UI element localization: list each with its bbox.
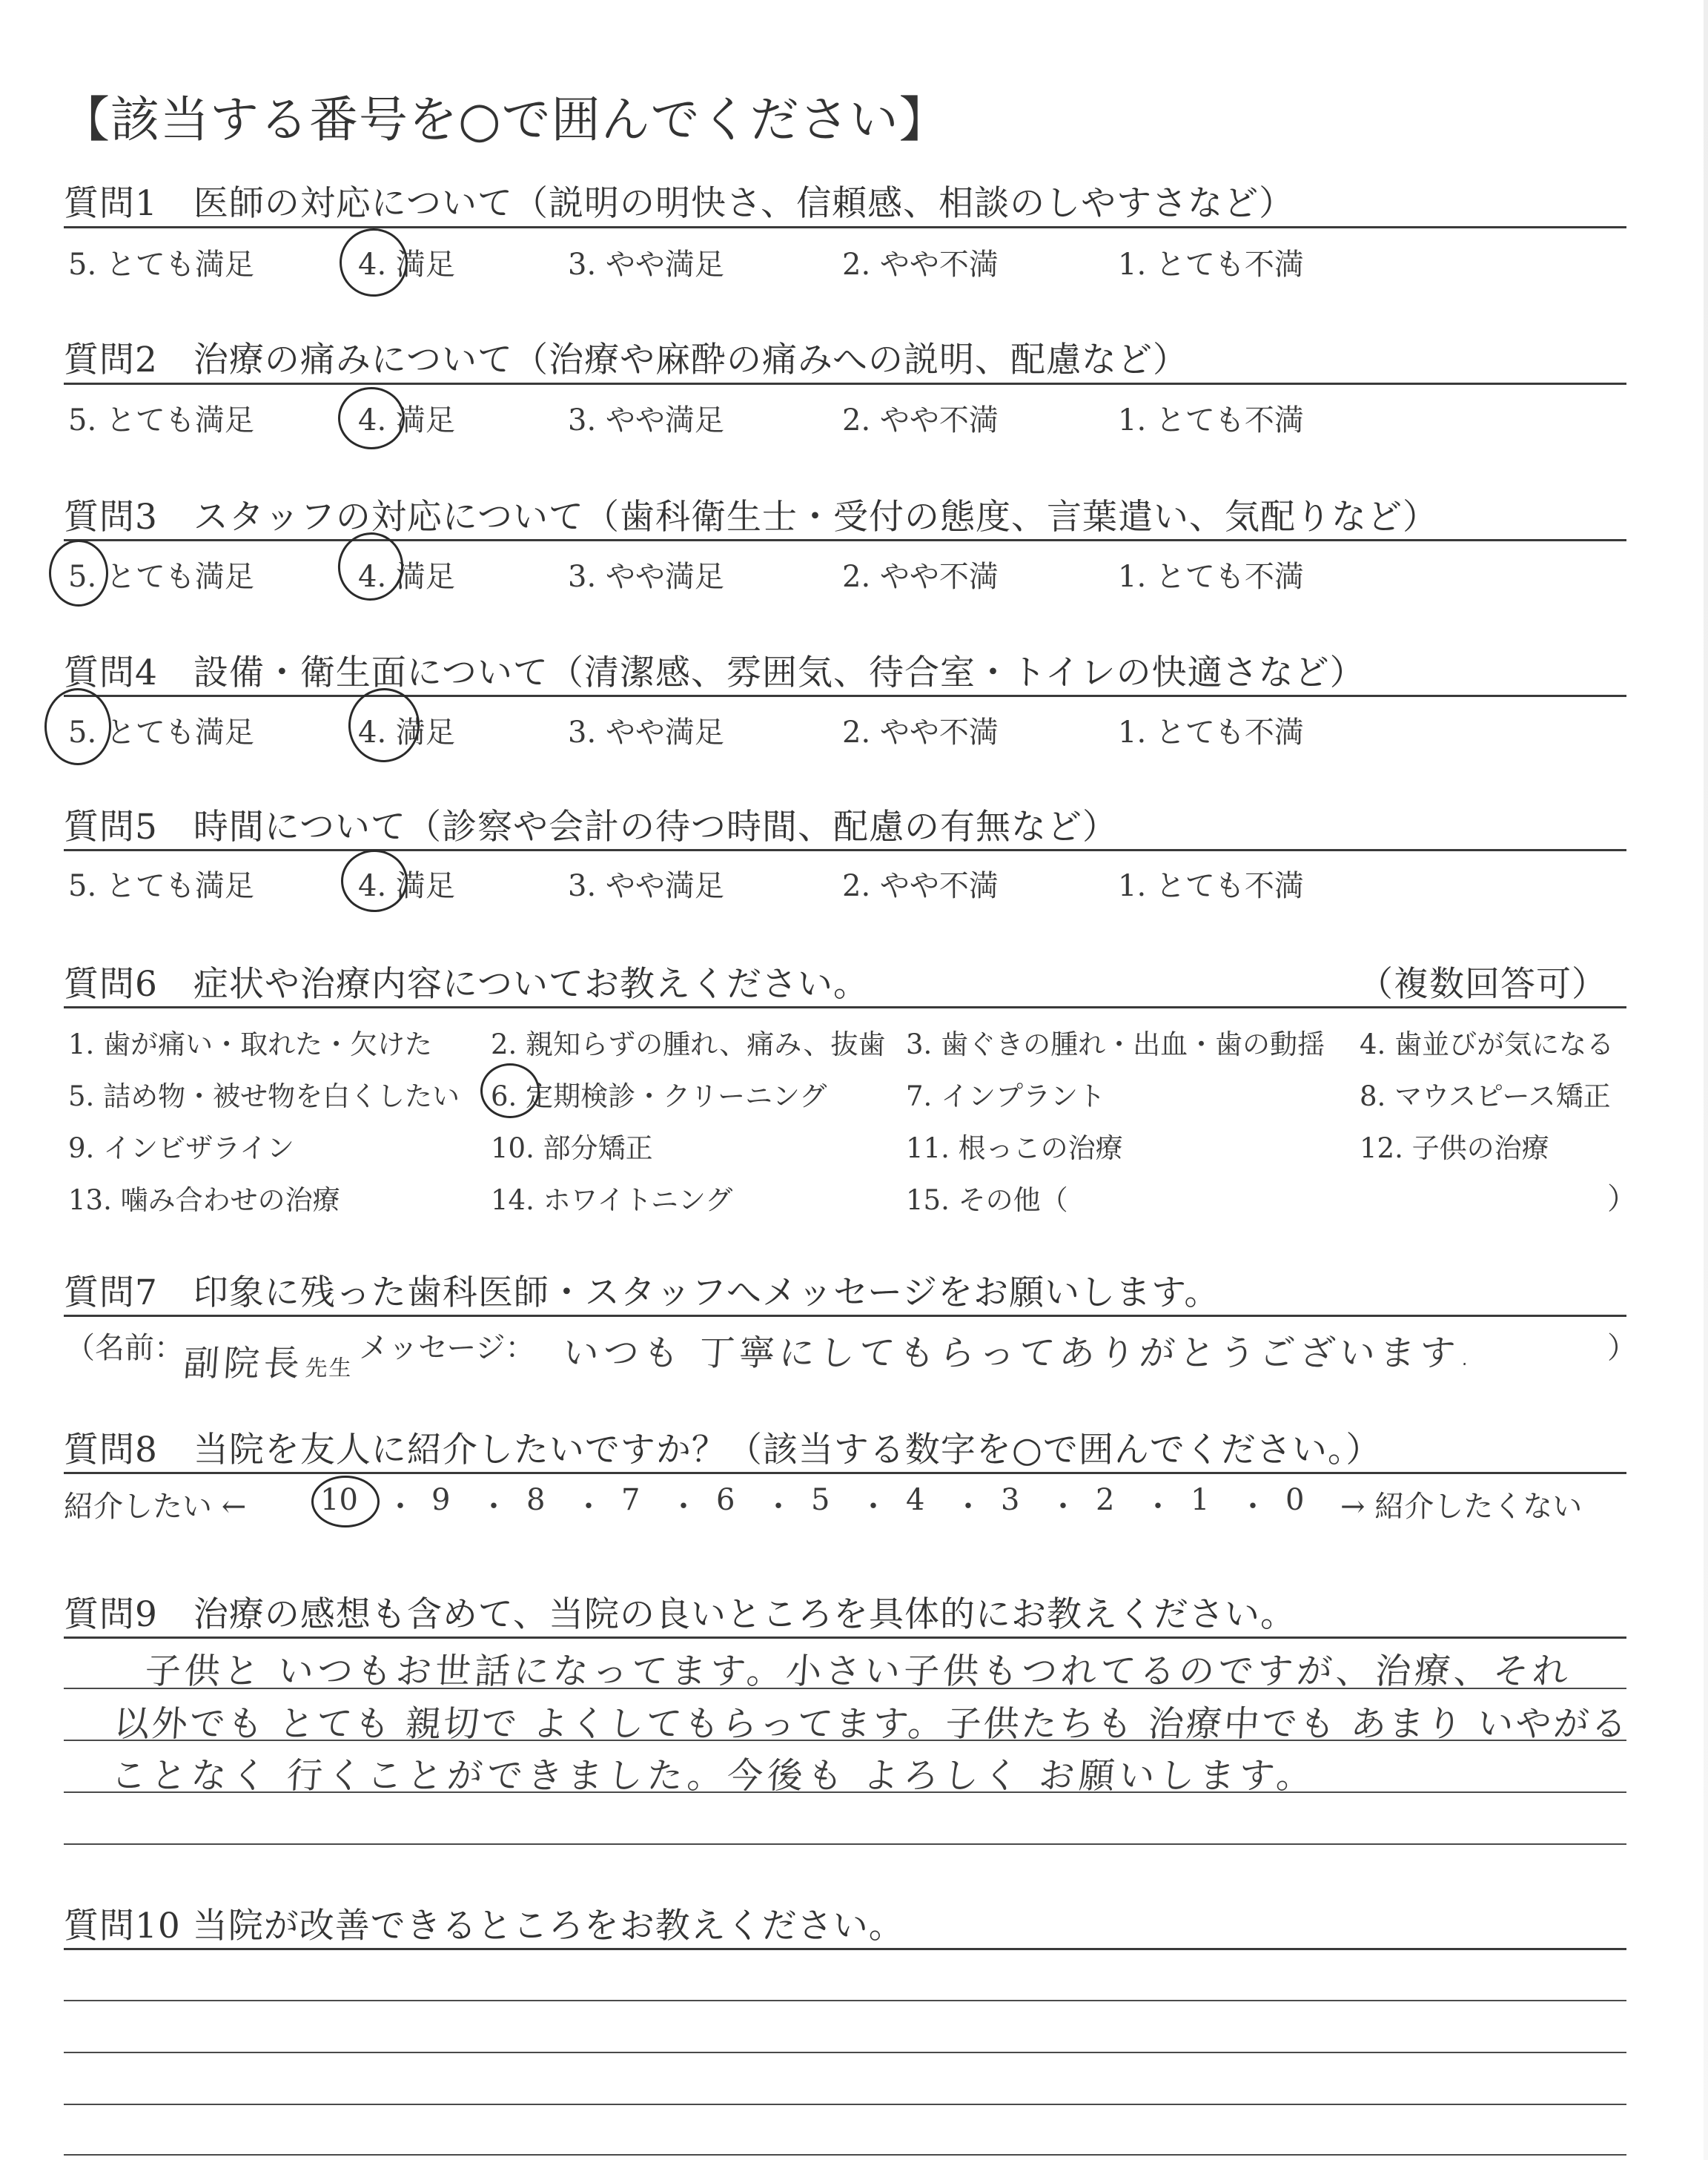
question-6-title: 質問6 症状や治療内容についてお教えください。 [64,964,869,1005]
q4-option-2[interactable]: 2. やや不満 [842,716,999,750]
q9-answer-text-1[interactable]: 子供と いつもお世話になってます。小さい子供もつれてるのですが、治療、それ [143,1651,1574,1692]
q8-separator: ・ [479,1490,509,1524]
q6-option-5[interactable]: 5. 詰め物・被せ物を白くしたい [68,1080,460,1112]
q6-option-1[interactable]: 1. 歯が痛い・取れた・欠けた [68,1028,433,1060]
q3-option-5[interactable]: 5. とても満足 [68,560,254,594]
q4-option-4[interactable]: 4. 満足 [358,716,455,750]
q2-option-4[interactable]: 4. 満足 [358,403,455,437]
q4-option-5[interactable]: 5. とても満足 [68,716,254,750]
q1-option-4[interactable]: 4. 満足 [358,248,455,282]
q6-option-7[interactable]: 7. インプラント [906,1080,1106,1112]
q8-separator: ・ [1143,1490,1173,1524]
question-2-rule [64,383,1626,385]
q1-option-5[interactable]: 5. とても満足 [68,248,254,282]
q3-option-2[interactable]: 2. やや不満 [842,560,999,594]
question-10-rule [64,1948,1626,1950]
q8-separator: ・ [385,1490,415,1524]
q6-option-15[interactable]: 15. その他（ [906,1184,1068,1216]
question-8-title: 質問8 当院を友人に紹介したいですか？（該当する数字を○で囲んでください。） [64,1430,1382,1470]
q8-scale-2[interactable]: 2 [1096,1483,1115,1517]
q8-scale-9[interactable]: 9 [431,1483,451,1517]
q1-answer-circle [333,222,414,303]
q8-scale-4[interactable]: 4 [906,1483,925,1517]
question-6-rule [64,1006,1626,1008]
q1-option-2[interactable]: 2. やや不満 [842,248,999,282]
q4-answer-circle-5 [44,688,111,765]
question-4-rule [64,695,1626,697]
q8-scale-7[interactable]: 7 [621,1483,640,1517]
q6-option-12[interactable]: 12. 子供の治療 [1360,1132,1549,1164]
q8-scale-8[interactable]: 8 [526,1483,546,1517]
page-title: 【該当する番号を○で囲んでください】 [61,91,949,148]
q6-option-2[interactable]: 2. 親知らずの腫れ、痛み、抜歯 [491,1028,886,1060]
question-2-title: 質問2 治療の痛みについて（治療や麻酔の痛みへの説明、配慮など） [64,340,1189,380]
q5-option-1[interactable]: 1. とても不満 [1118,869,1304,903]
q5-option-4[interactable]: 4. 満足 [358,869,455,903]
q3-option-4[interactable]: 4. 満足 [358,560,455,594]
q8-left-label: 紹介したい ← [64,1490,247,1524]
q8-separator: ・ [1048,1490,1078,1524]
question-7-rule [64,1315,1626,1317]
q9-answer-text-3[interactable]: ことなく 行くことができました。今後も よろしく お願いします。 [109,1755,1318,1797]
q5-answer-circle [341,850,408,912]
q2-option-2[interactable]: 2. やや不満 [842,403,999,437]
q9-answer-text-2[interactable]: 以外でも とても 親切で よくしてもらってます。子供たちも 治療中でも あまり いやがる [112,1703,1631,1745]
question-6-note: （複数回答可） [1358,964,1607,1005]
q7-message-value[interactable]: いつも 丁寧にしてもらってありがとうございます. [561,1332,1477,1374]
q6-option-14[interactable]: 14. ホワイトニング [491,1184,733,1216]
q4-option-3[interactable]: 3. やや満足 [568,716,724,750]
question-9-rule [64,1636,1626,1639]
question-7-title: 質問7 印象に残った歯科医師・スタッフへメッセージをお願いします。 [64,1272,1220,1313]
q6-option-8[interactable]: 8. マウスピース矯正 [1360,1080,1611,1112]
q5-option-3[interactable]: 3. やや満足 [568,869,724,903]
q7-message-label: メッセージ： [359,1331,535,1365]
q6-option-11[interactable]: 11. 根っこの治療 [906,1132,1123,1164]
q6-answer-circle [480,1063,540,1118]
q8-separator: ・ [669,1490,698,1524]
q8-scale-0[interactable]: 0 [1285,1483,1305,1517]
q6-option-15-close-paren: ） [1607,1182,1637,1216]
q8-separator: ・ [764,1490,793,1524]
scan-edge [1704,0,1708,2160]
question-1-title: 質問1 医師の対応について（説明の明快さ、信頼感、相談のしやすさなど） [64,183,1295,224]
q6-option-4[interactable]: 4. 歯並びが気になる [1360,1028,1615,1060]
q8-separator: ・ [574,1490,603,1524]
q6-option-6[interactable]: 6. 定期検診・クリーニング [491,1080,827,1112]
question-5-title: 質問5 時間について（診察や会計の待つ時間、配慮の有無など） [64,807,1118,848]
question-3-rule [64,539,1626,541]
q10-answer-line-4 [64,2154,1626,2156]
q2-option-5[interactable]: 5. とても満足 [68,403,254,437]
q8-scale-10[interactable]: 10 [320,1483,358,1517]
q7-name-value[interactable]: 副院長 [182,1343,305,1384]
question-4-title: 質問4 設備・衛生面について（清潔感、雰囲気、待合室・トイレの快適さなど） [64,653,1366,693]
question-1-rule [64,226,1626,228]
q7-name-label: （名前： [65,1331,184,1365]
q5-option-5[interactable]: 5. とても満足 [68,869,254,903]
q1-option-3[interactable]: 3. やや満足 [568,248,724,282]
q6-option-9[interactable]: 9. インビザライン [68,1132,294,1164]
q8-separator: ・ [1238,1490,1268,1524]
q8-right-label: → 紹介したくない [1340,1490,1583,1524]
q3-answer-circle-5 [49,540,108,607]
q6-option-10[interactable]: 10. 部分矯正 [491,1132,653,1164]
q3-option-1[interactable]: 1. とても不満 [1118,560,1304,594]
q5-option-2[interactable]: 2. やや不満 [842,869,999,903]
q8-separator: ・ [858,1490,888,1524]
q3-option-3[interactable]: 3. やや満足 [568,560,724,594]
q8-separator: ・ [953,1490,983,1524]
question-8-rule [64,1472,1626,1474]
q8-answer-circle [311,1476,380,1527]
q6-option-3[interactable]: 3. 歯ぐきの腫れ・出血・歯の動揺 [906,1028,1325,1060]
question-3-title: 質問3 スタッフの対応について（歯科衛生士・受付の態度、言葉遣い、気配りなど） [64,497,1438,538]
q10-answer-line-2 [64,2052,1626,2053]
q4-option-1[interactable]: 1. とても不満 [1118,716,1304,750]
question-5-rule [64,849,1626,851]
q8-scale-3[interactable]: 3 [1001,1483,1020,1517]
q8-scale-1[interactable]: 1 [1191,1483,1210,1517]
question-9-title: 質問9 治療の感想も含めて、当院の良いところを具体的にお教えください。 [64,1594,1296,1635]
q8-scale-5[interactable]: 5 [811,1483,830,1517]
q2-option-3[interactable]: 3. やや満足 [568,403,724,437]
q9-answer-line-4 [64,1843,1626,1845]
q10-answer-line-1 [64,2000,1626,2001]
q7-close-paren: ） [1607,1331,1637,1365]
q10-answer-line-3 [64,2104,1626,2105]
question-10-title: 質問10 当院が改善できるところをお教えください。 [64,1906,904,1946]
q1-option-1[interactable]: 1. とても不満 [1118,248,1304,282]
q2-option-1[interactable]: 1. とても不満 [1118,403,1304,437]
q7-name-suffix: 先生 [304,1355,354,1381]
q2-answer-circle [338,387,405,449]
q8-scale-6[interactable]: 6 [716,1483,735,1517]
q6-option-13[interactable]: 13. 噛み合わせの治療 [68,1184,340,1216]
